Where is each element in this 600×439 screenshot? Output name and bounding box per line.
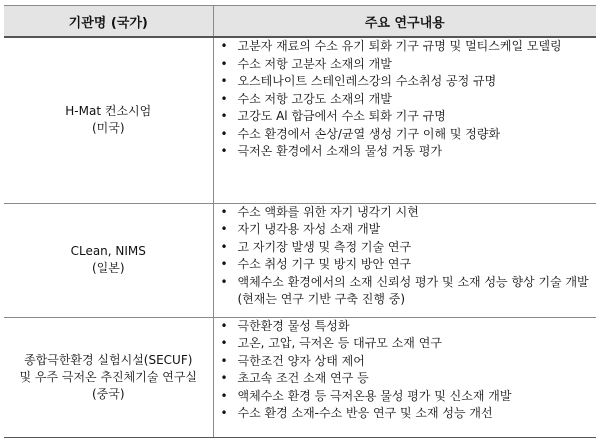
research-item <box>214 388 597 406</box>
org-country: (중국) <box>91 386 125 401</box>
header-content: 주요 연구내용 <box>213 6 596 38</box>
bullet-icon: • <box>220 109 228 123</box>
research-item <box>214 370 597 388</box>
research-item-text: 자기 냉각용 자성 소재 개발 <box>237 222 381 236</box>
bullet-icon: • <box>220 204 228 219</box>
table-row <box>4 317 596 437</box>
research-item <box>214 335 597 353</box>
bullet-icon: • <box>220 318 228 333</box>
bullet-icon: • <box>220 144 228 158</box>
research-item <box>214 143 597 161</box>
research-table <box>4 5 596 438</box>
org-cell <box>4 203 213 317</box>
bullet-icon: • <box>220 336 228 350</box>
bullet-icon: • <box>220 56 228 71</box>
content-cell <box>213 203 596 317</box>
org-country: (일본) <box>91 261 125 275</box>
org-cell <box>4 37 213 203</box>
bullet-icon: • <box>220 406 228 420</box>
research-item-text: 극저온 환경에서 소재의 물성 거동 평가 <box>237 144 443 158</box>
org-name: H-Mat 컨소시엄 <box>65 104 152 119</box>
research-item-text: 수소 취성 기구 및 방지 방안 연구 <box>237 257 412 271</box>
research-item-text: 고온, 고압, 극저온 등 대규모 소재 연구 <box>237 336 442 350</box>
bullet-icon: • <box>220 91 228 106</box>
research-item <box>214 38 597 56</box>
research-item-text: 고 자기장 발생 및 측정 기술 연구 <box>237 239 412 254</box>
bullet-icon: • <box>220 371 228 385</box>
research-list <box>214 318 597 423</box>
research-item <box>214 91 597 109</box>
bullet-icon: • <box>220 388 228 403</box>
research-item <box>214 221 597 239</box>
research-item-text: 액체수소 환경 등 극저온용 물성 평가 및 신소재 개발 <box>237 388 512 403</box>
content-cell <box>213 317 596 437</box>
research-item-text: 오스테나이트 스테인레스강의 수소취성 공정 규명 <box>237 74 497 88</box>
research-item-text: 초고속 조건 소재 연구 등 <box>237 371 369 385</box>
research-item-text: 극한환경 물성 특성화 <box>237 318 350 333</box>
research-item <box>214 126 597 144</box>
bullet-icon: • <box>220 257 228 271</box>
research-item-text: 극한조건 양자 상태 제어 <box>237 353 365 368</box>
bullet-icon: • <box>220 353 228 368</box>
research-list <box>214 38 597 161</box>
research-list <box>214 204 597 309</box>
research-item-text: 수소 액화를 위한 자기 냉각기 시현 <box>237 204 419 219</box>
header-row <box>4 6 596 38</box>
research-item <box>214 318 597 336</box>
bullet-icon: • <box>220 39 228 53</box>
research-item <box>214 56 597 74</box>
research-item <box>214 256 597 274</box>
content-cell <box>213 37 596 203</box>
table-row <box>4 37 596 203</box>
bullet-icon: • <box>220 74 228 88</box>
bullet-icon: • <box>220 274 228 289</box>
research-item <box>214 108 597 126</box>
header-org: 기관명 (국가) <box>4 6 213 38</box>
research-item <box>214 274 597 309</box>
research-item <box>214 204 597 222</box>
org-name-cont: 및 우주 극저온 추진체기술 연구실 <box>19 369 198 384</box>
research-item <box>214 405 597 423</box>
research-item-text: 수소 환경 소재-수소 반응 연구 및 소재 성능 개선 <box>237 406 493 420</box>
bullet-icon: • <box>220 126 228 141</box>
bullet-icon: • <box>220 222 228 236</box>
research-item <box>214 73 597 91</box>
org-name: CLean, NIMS <box>70 244 146 258</box>
research-item-text: 수소 환경에서 손상/균열 생성 기구 이해 및 정량화 <box>237 126 501 141</box>
research-item-text: 고강도 Al 합금에서 수소 퇴화 기구 규명 <box>237 109 446 123</box>
table-row <box>4 203 596 317</box>
research-item-text: 수소 저항 고강도 소재의 개발 <box>237 91 392 106</box>
bullet-icon: • <box>220 239 228 254</box>
research-item <box>214 353 597 371</box>
research-item-text: 수소 저항 고분자 소재의 개발 <box>237 56 392 71</box>
research-item-text: 액체수소 환경에서의 소재 신뢰성 평가 및 소재 성능 향상 기술 개발(현재는 연구 기반 구축 진행 중) <box>237 274 589 306</box>
org-country: (미국) <box>91 121 125 136</box>
research-item-text: 고분자 재료의 수소 유기 퇴화 기구 규명 및 멀티스케일 모델링 <box>237 39 562 53</box>
org-name: 종합극한환경 실험시설(SECUF) <box>24 352 193 367</box>
org-cell <box>4 317 213 437</box>
research-item <box>214 239 597 257</box>
